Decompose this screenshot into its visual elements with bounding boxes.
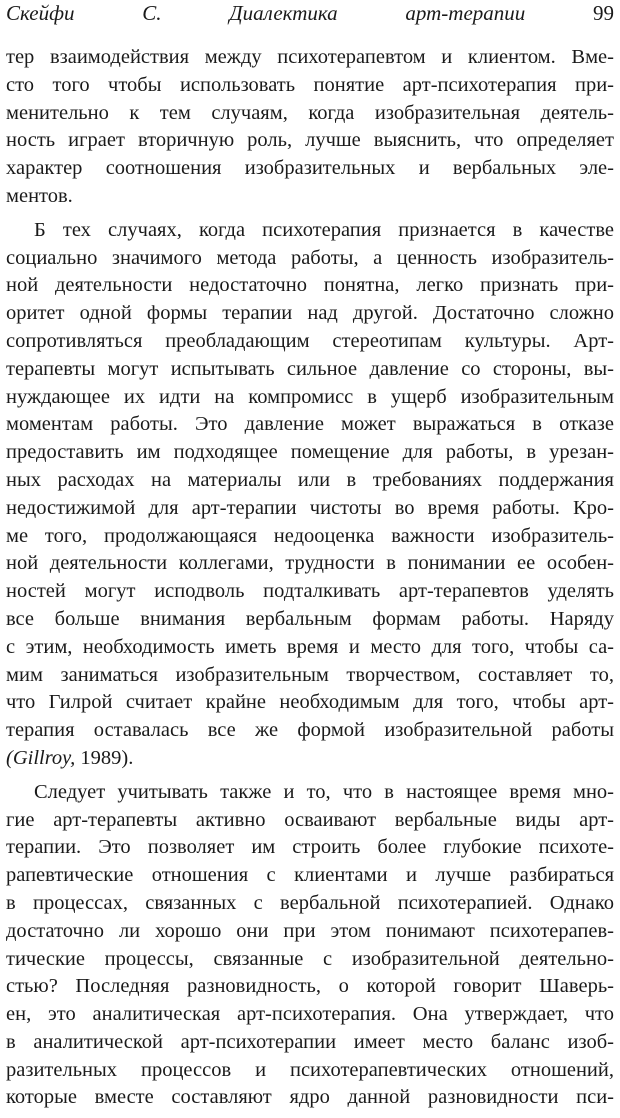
text-line: Б тех случаях, когда психотерапия признается в качестве — [34, 218, 614, 241]
citation-line — [6, 745, 614, 773]
text-line: тер взаимодействия между психотерапевтом и клиентом. Вме- — [6, 46, 614, 68]
text-line: менительно к тем случаям, когда изобразительная деятель- — [6, 101, 614, 124]
text-line: ен, это аналитическая арт-психотерапия. Она утверждает, что — [6, 1003, 614, 1026]
text-line: ной деятельности недостаточно понятна, легко признать при- — [6, 274, 614, 297]
text-line: в процессах, связанных с вербальной психотерапией. Однако — [6, 891, 614, 914]
text-line: в аналитической арт-психотерапии имеет место баланс изоб- — [6, 1030, 614, 1053]
text-line: ных расходах на материалы или в требованиях поддержания — [6, 468, 614, 491]
text-line: социально значимого метода работы, а ценность изобразитель- — [6, 246, 614, 269]
text-line: разительных процессов и психотерапевтических отношений, — [6, 1058, 614, 1081]
paragraph-1 — [6, 44, 614, 211]
text-line: оритет одной формы терапии над другой. Достаточно сложно — [6, 302, 614, 325]
paragraph-3 — [6, 779, 614, 1113]
text-line: недостижимой для арт-терапии чистоты во время работы. Кро- — [6, 496, 614, 519]
text-line: ме того, продолжающаяся недооценка важности изобразитель- — [6, 524, 614, 547]
text-line: ность играет вторичную роль, лучше выяснить, что определяет — [6, 129, 614, 152]
text-line: все больше внимания вербальным формам работы. Наряду — [6, 607, 614, 630]
header-title-word-1: Диалектика — [229, 1, 338, 25]
text-line: рапевтические отношения с клиентами и лучше разбираться — [6, 864, 614, 887]
text-line: что Гилрой считает крайне необходимым для того, чтобы арт- — [6, 691, 614, 714]
text-line: терапии. Это позволяет им строить более глубокие психоте- — [6, 836, 614, 859]
text-line: гие арт-терапевты активно осваивают вербальные виды арт- — [6, 808, 614, 831]
text-line: предоставить им подходящее помещение для работы, в урезан- — [6, 441, 614, 464]
text-line: нуждающее их идти на компромисс в ущерб изобразительным — [6, 385, 614, 408]
citation-author: (Gillroy, — [6, 746, 76, 769]
text-line: стью? Последняя разновидность, о которой говорит Шаверь- — [6, 975, 614, 998]
citation-year: 1989). — [75, 746, 134, 769]
text-line: терапевты могут испытывать сильное давление со стороны, вы- — [6, 357, 614, 380]
text-line: которые вместе составляют ядро данной разновидности пси- — [6, 1086, 614, 1109]
text-line: с этим, необходимость иметь время и место для того, чтобы са- — [6, 635, 614, 658]
text-line: терапия оставалась все же формой изобразительной работы — [6, 719, 614, 742]
text-line: мим заниматься изобразительным творчеством, составляет то, — [6, 663, 614, 686]
text-line: ной деятельности коллегами, трудности в понимании ее особен- — [6, 552, 614, 575]
text-line: ностей могут исподволь подталкивать арт-терапевтов уделять — [6, 580, 614, 603]
text-line: сто того чтобы использовать понятие арт-психотерапия при- — [6, 73, 614, 96]
text-line: моментам работы. Это давление может выражаться в отказе — [6, 413, 614, 436]
text-line: Следует учитывать также и то, что в настоящее время мно- — [34, 780, 614, 803]
header-author-initial: С. — [142, 1, 162, 25]
body-text — [6, 44, 614, 1118]
paragraph-2 — [6, 217, 614, 773]
text-line: достаточно ли хорошо они при этом понимают психотерапев- — [6, 919, 614, 942]
header-author-surname: Скейфи — [6, 1, 75, 25]
running-head — [6, 0, 614, 28]
text-line: ментов. — [6, 184, 73, 207]
header-title-word-2: арт-терапии — [405, 1, 526, 25]
text-line: тические процессы, связанные с изобразительной деятельно- — [6, 947, 614, 970]
page-number: 99 — [593, 1, 614, 25]
text-line: сопротивляться преобладающим стереотипам культуры. Арт- — [6, 329, 614, 352]
text-line: характер соотношения изобразительных и вербальных эле- — [6, 157, 614, 180]
